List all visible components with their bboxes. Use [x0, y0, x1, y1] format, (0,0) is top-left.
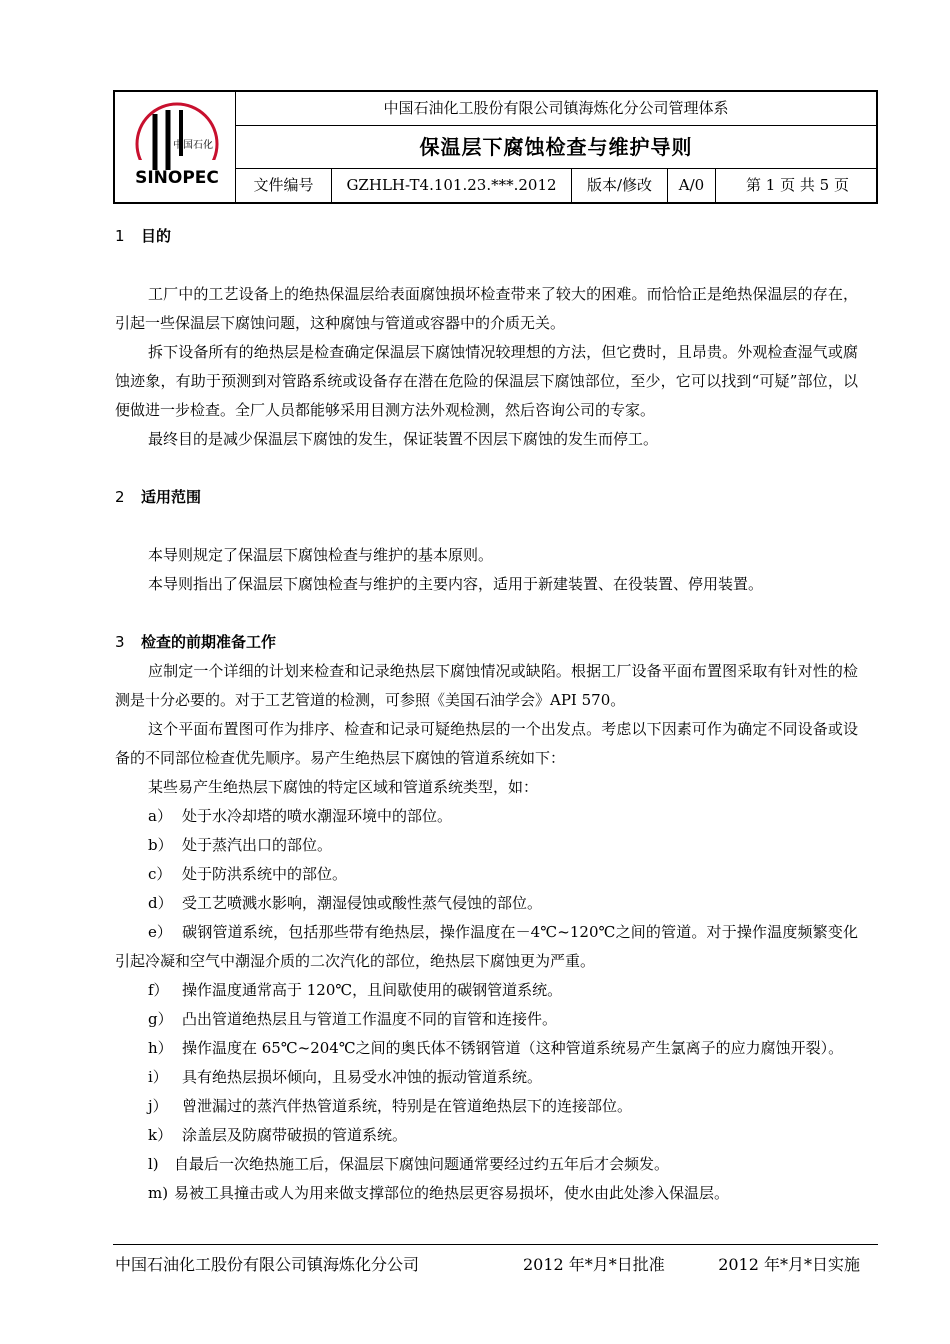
footer-divider [113, 1244, 878, 1245]
list-item: m) 易被工具撞击或人为用来做支撑部位的绝热层更容易损坏，使水由此处渗入保温层。 [148, 1184, 730, 1202]
paragraph: 这个平面布置图可作为排序、检查和记录可疑绝热层的一个出发点。考虑以下因素可作为确定不同设备或设备的不同部位检查优先顺序。易产生绝热层下腐蚀的管道系统如下： [115, 720, 858, 767]
sinopec-logo [115, 92, 236, 202]
list-item: g） 凸出管道绝热层且与管道工作温度不同的盲管和连接件。 [148, 1010, 558, 1028]
section-heading-3: 3 检查的前期准备工作 [115, 633, 277, 651]
paragraph: 本导则指出了保温层下腐蚀检查与维护的主要内容，适用于新建装置、在役装置、停用装置。 [148, 575, 764, 593]
page-info: 第 1 页 共 5 页 [746, 176, 849, 194]
paragraph: 本导则规定了保温层下腐蚀检查与维护的基本原则。 [148, 546, 494, 564]
sinopec-wordmark: SINOPEC [135, 168, 219, 188]
list-item: i） 具有绝热层损坏倾向，且易受水冲蚀的振动管道系统。 [148, 1068, 543, 1086]
version-label: 版本/修改 [572, 169, 668, 202]
list-item: d） 受工艺喷溅水影响，潮湿侵蚀或酸性蒸气侵蚀的部位。 [148, 894, 543, 912]
section-heading-1: 1 目的 [115, 227, 172, 245]
section-heading-2: 2 适用范围 [115, 488, 202, 506]
list-item: c） 处于防洪系统中的部位。 [148, 865, 348, 883]
doc-number: GZHLH-T4.101.23.***.2012 [332, 169, 572, 202]
header-meta-row [236, 169, 876, 202]
list-item: h） 操作温度在 65℃~204℃之间的奥氏体不锈钢管道（这种管道系统易产生氯离子的应力腐蚀开裂）。 [148, 1039, 844, 1057]
paragraph: 某些易产生绝热层下腐蚀的特定区域和管道系统类型，如： [148, 778, 539, 796]
header-company-system: 中国石油化工股份有限公司镇海炼化分公司管理体系 [236, 92, 876, 126]
document-header [113, 90, 878, 204]
document-body [115, 222, 858, 1208]
list-item: f） 操作温度通常高于 120℃，且间歇使用的碳钢管道系统。 [148, 981, 563, 999]
paragraph: 拆下设备所有的绝热层是检查确定保温层下腐蚀情况较理想的方法，但它费时，且昂贵。外观检查湿气或腐蚀迹象，有助于预测到对管路系统或设备存在潜在危险的保温层下腐蚀部位，至少，它可以找到“可疑”部位，以便做进一步检查。全厂人员都能够采用目测方法外观检测，然后咨询公司的专家。 [115, 343, 858, 419]
paragraph: 应制定一个详细的计划来检查和记录绝热层下腐蚀情况或缺陷。根据工厂设备平面布置图采取有针对性的检测是十分必要的。对于工艺管道的检测，可参照《美国石油学会》API 570。 [115, 662, 858, 709]
doc-number-label: 文件编号 [236, 169, 332, 202]
list-item: b） 处于蒸汽出口的部位。 [148, 836, 333, 854]
page-footer [115, 1252, 860, 1278]
footer-implemented-date: 2012 年*月*日实施 [718, 1255, 860, 1274]
list-item: e） 碳钢管道系统，包括那些带有绝热层，操作温度在－4℃~120℃之间的管道。对于操作温度频繁变化引起冷凝和空气中潮湿介质的二次汽化的部位，绝热层下腐蚀更为严重。 [115, 923, 858, 970]
version-value: A/0 [668, 169, 716, 202]
list-item: a） 处于水冷却塔的喷水潮湿环境中的部位。 [148, 807, 453, 825]
list-item: j） 曾泄漏过的蒸汽伴热管道系统，特别是在管道绝热层下的连接部位。 [148, 1097, 633, 1115]
sinopec-logo-icon [115, 92, 235, 202]
list-item: k） 涂盖层及防腐带破损的管道系统。 [148, 1126, 408, 1144]
footer-approved-date: 2012 年*月*日批准 [523, 1255, 665, 1274]
footer-company: 中国石油化工股份有限公司镇海炼化分公司 [115, 1255, 420, 1274]
paragraph: 最终目的是减少保温层下腐蚀的发生，保证装置不因层下腐蚀的发生而停工。 [148, 430, 659, 448]
list-item: l) 自最后一次绝热施工后，保温层下腐蚀问题通常要经过约五年后才会频发。 [148, 1155, 670, 1173]
page-title: 保温层下腐蚀检查与维护导则 [236, 126, 876, 169]
paragraph: 工厂中的工艺设备上的绝热保温层给表面腐蚀损坏检查带来了较大的困难。而恰恰正是绝热保温层的存在，引起一些保温层下腐蚀问题，这种腐蚀与管道或容器中的介质无关。 [115, 285, 858, 332]
svg-text:中国石化: 中国石化 [173, 140, 213, 151]
